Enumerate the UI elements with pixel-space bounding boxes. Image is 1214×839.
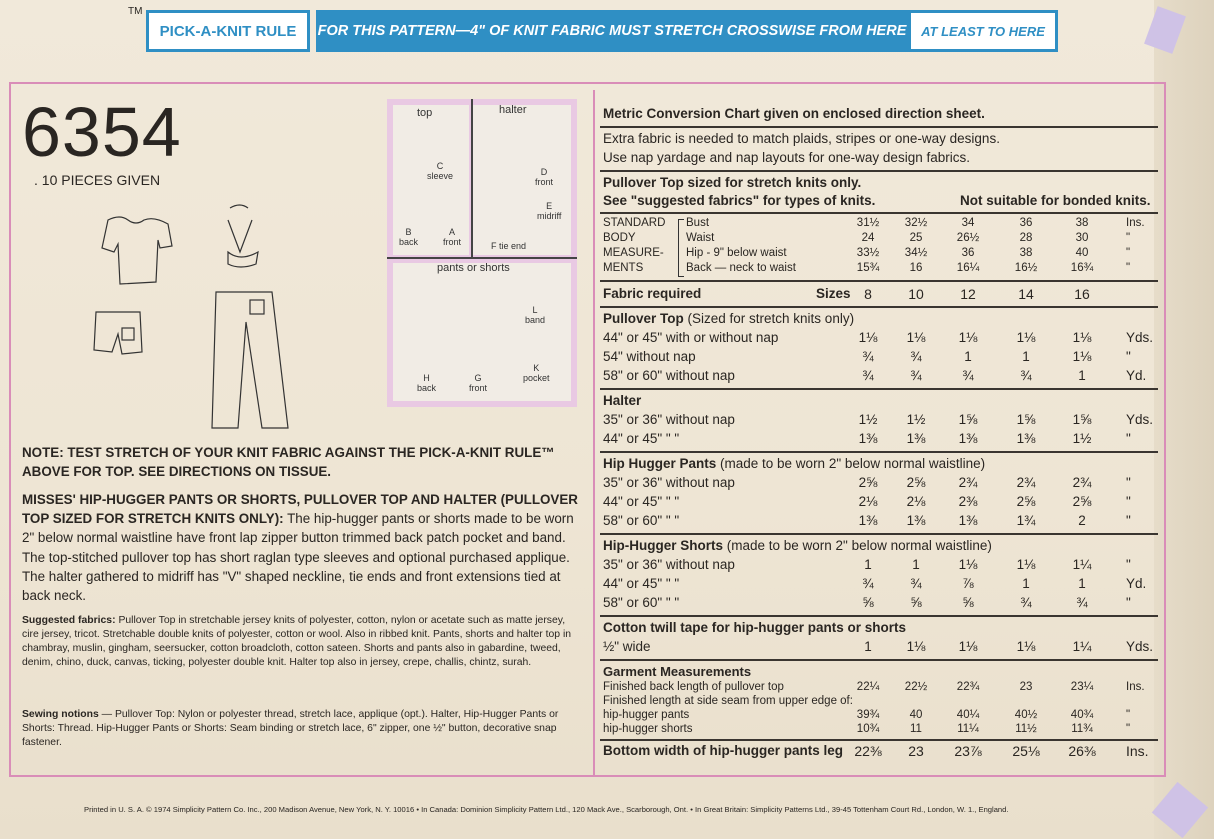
layout-label-halter: halter	[499, 104, 527, 116]
chart-rule	[600, 388, 1158, 390]
chart-value: ¾	[862, 349, 874, 364]
section-note: (made to be worn 2" below normal waistline)	[726, 538, 992, 553]
chart-value: 40½	[1014, 709, 1038, 721]
chart-value: 1⅜	[858, 431, 878, 446]
chart-value: ¾	[910, 576, 922, 591]
chart-value: 1⅛	[858, 330, 878, 345]
chart-unit: "	[1126, 431, 1131, 446]
piece-g: G front	[469, 373, 488, 393]
chart-value: 2	[1078, 513, 1086, 528]
chart-value: ⅝	[962, 595, 974, 610]
chart-value: 1½	[1072, 431, 1092, 446]
chart-unit: Yds.	[1126, 412, 1154, 427]
layout-divider-h	[387, 257, 577, 259]
bottom-width-label: Bottom width of hip-hugger pants leg	[603, 743, 843, 758]
pick-a-knit-banner	[146, 10, 1058, 52]
section-title: Hip-Hugger Shorts (made to be worn 2" below normal waistline)	[603, 538, 992, 553]
chart-value: 1⅜	[958, 431, 978, 446]
chart-value: ¾	[910, 368, 922, 383]
chart-unit: "	[1126, 595, 1131, 610]
yardage-row-label: 58" or 60" " "	[603, 513, 680, 528]
body-row-label: Hip - 9" below waist	[686, 247, 787, 259]
chart-rule	[600, 280, 1158, 282]
chart-unit: Ins.	[1126, 217, 1145, 229]
chart-value: 2¾	[958, 475, 978, 490]
chart-value: 2⅝	[858, 475, 878, 490]
chart-value: 15¾	[856, 262, 880, 274]
size-header: 8	[864, 286, 872, 302]
chart-value: ¾	[862, 368, 874, 383]
halter-sketch	[228, 205, 258, 267]
chart-value: 25	[909, 232, 923, 244]
chart-value: 1	[864, 639, 872, 654]
piece-a: A front	[443, 227, 462, 247]
chart-unit: Yd.	[1126, 576, 1147, 591]
yardage-row-label: 35" or 36" without nap	[603, 475, 735, 490]
layout-divider-v	[471, 99, 473, 259]
stretch-instruction: FOR THIS PATTERN—4" OF KNIT FABRIC MUST STRETCH CROSSWISE FROM HERE	[316, 10, 908, 52]
chart-value: 1⅛	[1016, 557, 1036, 572]
chart-value: 2⅝	[906, 475, 926, 490]
piece-d: D front	[535, 167, 554, 187]
chart-value: 1⅛	[1072, 349, 1092, 364]
standard-body-label: MEASURE-	[603, 247, 664, 259]
chart-rule	[600, 306, 1158, 308]
piece-e: E midriff	[537, 201, 562, 221]
chart-value: 1⅛	[1016, 639, 1036, 654]
chart-unit: "	[1126, 262, 1131, 274]
chart-value: 1	[1022, 349, 1030, 364]
chart-value: 11¼	[957, 723, 979, 735]
piece-c: C sleeve	[427, 161, 454, 181]
chart-value: 1⅝	[1072, 412, 1092, 427]
chart-value: 31½	[856, 217, 880, 229]
description-title: MISSES' HIP-HUGGER PANTS OR SHORTS, PULLOVER TOP AND HALTER (PULLOVER TOP SIZED FOR STRETCH KNITS ONLY):	[22, 492, 578, 527]
chart-value: 1⅝	[958, 412, 978, 427]
garment-row-label: hip-hugger shorts	[603, 723, 693, 735]
yardage-row-label: 44" or 45" " "	[603, 576, 680, 591]
chart-value: 2¾	[1016, 475, 1036, 490]
chart-value: 40¾	[1070, 709, 1094, 721]
chart-value: ⅝	[910, 595, 922, 610]
chart-value: 16	[909, 262, 923, 274]
chart-value: 38	[1075, 217, 1089, 229]
chart-value: ¾	[962, 368, 974, 383]
chart-unit: "	[1126, 723, 1131, 735]
garment-row-label: hip-hugger pants	[603, 709, 690, 721]
chart-value: 36	[961, 247, 975, 259]
see-suggested-note: See "suggested fabrics" for types of knits.	[603, 193, 876, 208]
garment-sketches	[80, 200, 380, 430]
yardage-row-label: 44" or 45" " "	[603, 494, 680, 509]
chart-value: ¾	[1020, 368, 1032, 383]
chart-value: 23	[908, 743, 924, 759]
chart-value: 32½	[904, 217, 928, 229]
chart-value: 34	[961, 217, 975, 229]
pick-a-knit-label: PICK-A-KNIT RULE	[146, 10, 310, 52]
section-title: Pullover Top (Sized for stretch knits only)	[603, 311, 855, 326]
section-note: (made to be worn 2" below normal waistline)	[720, 456, 986, 471]
pants-sketch	[212, 292, 288, 428]
chart-value: 2¾	[1072, 475, 1092, 490]
chart-value: 1½	[858, 412, 878, 427]
piece-l: L band	[525, 305, 546, 325]
size-header: 10	[908, 286, 924, 302]
chart-value: 22⅜	[854, 743, 882, 759]
yardage-row-label: 54" without nap	[603, 349, 696, 364]
chart-value: 26⅜	[1068, 743, 1096, 759]
yardage-row-label: 58" or 60" without nap	[603, 368, 735, 383]
chart-value: 16¼	[956, 262, 980, 274]
chart-value: 40¼	[956, 709, 980, 721]
chart-value: 1¼	[1072, 639, 1092, 654]
chart-value: 23	[1019, 681, 1033, 693]
size-header: 12	[960, 286, 976, 302]
chart-value: ¾	[910, 349, 922, 364]
trademark: TM	[128, 6, 143, 17]
at-least-marker: AT LEAST TO HERE	[908, 10, 1058, 52]
column-divider	[593, 90, 595, 776]
chart-rule	[600, 739, 1158, 741]
copyright-footer: Printed in U. S. A. © 1974 Simplicity Pattern Co. Inc., 200 Madison Avenue, New York, N. Y. 10016 • In Canada: Dominion Simplicity Pattern Ltd., 120 Mack Ave., Scarborough, Ont. • In Great Britain: Simplicity Patterns Ltd., 39-45 Tottenham Court Rd., London, W. 1., England.	[84, 805, 1009, 814]
chart-value: ⅝	[862, 595, 874, 610]
description-body: The hip-hugger pants or shorts made to be worn 2" below normal waistline have front lap zipper button trimmed back patch pocket and band. The top-stitched pullover top has short raglan type sleeves and optional purchased applique. The halter gathered to midriff has "V" shaped neckline, tie ends and front extensions tied at back neck.	[22, 511, 574, 604]
chart-value: ¾	[1076, 595, 1088, 610]
piece-k: K pocket	[523, 363, 550, 383]
pullover-top-sketch	[102, 217, 172, 284]
chart-value: 1¼	[1072, 557, 1092, 572]
chart-value: 1	[964, 349, 972, 364]
chart-rule	[600, 451, 1158, 453]
chart-value: 24	[861, 232, 875, 244]
yardage-row-label: 35" or 36" without nap	[603, 412, 735, 427]
chart-value: 1⅜	[906, 513, 926, 528]
chart-rule	[600, 533, 1158, 535]
chart-unit: "	[1126, 494, 1131, 509]
chart-value: 30	[1075, 232, 1089, 244]
chart-value: 1⅛	[958, 330, 978, 345]
sizes-label: Sizes	[816, 286, 851, 301]
section-title: Cotton twill tape for hip-hugger pants or shorts	[603, 620, 906, 635]
garment-row-label: Finished length at side seam from upper edge of:	[603, 695, 853, 707]
chart-value: 40	[1075, 247, 1089, 259]
chart-unit: "	[1126, 513, 1131, 528]
chart-value: 1⅛	[1072, 330, 1092, 345]
stretch-note: NOTE: TEST STRETCH OF YOUR KNIT FABRIC AGAINST THE PICK-A-KNIT RULE™ ABOVE FOR TOP. SEE DIRECTIONS ON TISSUE.	[22, 445, 555, 479]
chart-value: 28	[1019, 232, 1033, 244]
chart-value: 10¾	[856, 723, 880, 735]
chart-value: 1	[1078, 576, 1086, 591]
chart-unit: "	[1126, 349, 1131, 364]
chart-value: 2⅝	[1072, 494, 1092, 509]
yardage-row-label: 44" or 45" " "	[603, 431, 680, 446]
chart-value: 33½	[856, 247, 880, 259]
fabric-required-label: Fabric required	[603, 286, 702, 301]
yardage-row-label: 58" or 60" " "	[603, 595, 680, 610]
piece-f: F tie end	[491, 241, 527, 251]
chart-unit: Ins.	[1126, 743, 1149, 759]
chart-value: 39¾	[856, 709, 880, 721]
pattern-layout-diagram	[387, 99, 577, 407]
pattern-number: 6354	[22, 93, 182, 171]
chart-unit: Yds.	[1126, 639, 1154, 654]
chart-value: ¾	[862, 576, 874, 591]
size-header: 14	[1018, 286, 1034, 302]
body-bracket	[678, 219, 684, 277]
chart-value: 26½	[956, 232, 980, 244]
metric-note: Metric Conversion Chart given on enclosed direction sheet.	[603, 106, 985, 121]
garment-measurements-title: Garment Measurements	[603, 664, 752, 679]
layout-cell-halter	[473, 105, 571, 255]
chart-unit: "	[1126, 232, 1131, 244]
pullover-stretch-note: Pullover Top sized for stretch knits only.	[603, 175, 862, 190]
chart-value: 1	[1078, 368, 1086, 383]
chart-value: 1⅛	[1016, 330, 1036, 345]
chart-value: 23⅞	[954, 743, 982, 759]
chart-value: 23¼	[1070, 681, 1094, 693]
chart-value: 22¼	[856, 681, 880, 693]
not-bonded-note: Not suitable for bonded knits.	[960, 193, 1151, 208]
chart-rule	[600, 212, 1158, 214]
chart-rule	[600, 659, 1158, 661]
chart-value: 1⅜	[958, 513, 978, 528]
nap-note: Use nap yardage and nap layouts for one-way design fabrics.	[603, 150, 970, 165]
chart-value: 1⅛	[906, 330, 926, 345]
chart-rule	[600, 170, 1158, 172]
chart-value: 40	[909, 709, 923, 721]
chart-value: 16¾	[1070, 262, 1094, 274]
yardage-row-label: 44" or 45" with or without nap	[603, 330, 779, 345]
body-row-label: Back — neck to waist	[686, 262, 796, 274]
section-title: Halter	[603, 393, 642, 408]
section-title: Hip Hugger Pants (made to be worn 2" below normal waistline)	[603, 456, 986, 471]
chart-value: 1½	[906, 412, 926, 427]
suggested-fabrics: Suggested fabrics: Pullover Top in stretchable jersey knits of polyester, cotton, nylon or acetate such as matte jersey, cire jersey, tricot. Stretchable double knits of polyester, cotton or wool. Also in ribbed knit. Pants, shorts and halter top in chambray, muslin, gingham, seersucker, cotton broadcloth, cotton sateen. Shorts and pants also in gabardine, tweed, denim, chino, duck, canvas, ticking, polyester double knit. Halter top also in jersey, crepe, challis, chintz, surah.	[22, 615, 572, 668]
chart-value: 22¾	[956, 681, 980, 693]
chart-unit: Yd.	[1126, 368, 1147, 383]
chart-value: 11½	[1015, 723, 1037, 735]
chart-value: 25⅛	[1012, 743, 1040, 759]
chart-value: 1	[912, 557, 920, 572]
body-row-label: Waist	[686, 232, 715, 244]
chart-value: 1⅝	[1016, 412, 1036, 427]
chart-value: 2⅜	[958, 494, 978, 509]
layout-label-pants: pants or shorts	[437, 262, 510, 274]
chart-rule	[600, 126, 1158, 128]
section-note: (Sized for stretch knits only)	[687, 311, 855, 326]
yardage-row-label: 35" or 36" without nap	[603, 557, 735, 572]
chart-value: 1⅜	[906, 431, 926, 446]
chart-value: 38	[1019, 247, 1033, 259]
chart-value: 1¾	[1016, 513, 1036, 528]
size-header: 16	[1074, 286, 1090, 302]
chart-value: 1⅜	[858, 513, 878, 528]
extra-fabric-note: Extra fabric is needed to match plaids, stripes or one-way designs.	[603, 131, 1000, 146]
pieces-given: . 10 PIECES GIVEN	[34, 172, 161, 188]
chart-unit: "	[1126, 247, 1131, 259]
piece-b: B back	[399, 227, 419, 247]
chart-value: 2⅛	[906, 494, 926, 509]
chart-unit: "	[1126, 557, 1131, 572]
chart-unit: "	[1126, 475, 1131, 490]
layout-label-top: top	[417, 107, 433, 119]
chart-value: 1⅛	[958, 639, 978, 654]
chart-value: 2⅝	[1016, 494, 1036, 509]
chart-value: 11	[910, 723, 922, 735]
chart-value: 1⅛	[958, 557, 978, 572]
chart-value: 36	[1019, 217, 1033, 229]
garment-row-label: Finished back length of pullover top	[603, 681, 784, 693]
standard-body-label: STANDARD	[603, 217, 666, 229]
chart-unit: "	[1126, 709, 1131, 721]
chart-value: 16½	[1014, 262, 1038, 274]
sewing-notions: Sewing notions — Pullover Top: Nylon or polyester thread, stretch lace, applique (opt.). Halter, Hip-Hugger Pants or Shorts: Thread. Hip-Hugger Pants or Shorts: Seam binding or stretch lace, 6" zipper, one ½" button, decorative snap fastener.	[22, 709, 559, 748]
yardage-row-label: ½" wide	[603, 639, 651, 654]
piece-h: H back	[417, 373, 437, 393]
chart-unit: Ins.	[1126, 681, 1145, 693]
chart-value: 11¾	[1071, 723, 1093, 735]
chart-value: 2⅛	[858, 494, 878, 509]
standard-body-label: MENTS	[603, 262, 644, 274]
chart-value: 1	[864, 557, 872, 572]
chart-rule	[600, 615, 1158, 617]
chart-value: 34½	[904, 247, 928, 259]
chart-value: ⅞	[962, 576, 974, 591]
chart-value: 1⅛	[906, 639, 926, 654]
chart-value: 1⅜	[1016, 431, 1036, 446]
chart-value: 1	[1022, 576, 1030, 591]
pattern-description	[22, 490, 582, 605]
body-row-label: Bust	[686, 217, 710, 229]
chart-value: 22½	[904, 681, 928, 693]
standard-body-label: BODY	[603, 232, 636, 244]
chart-value: ¾	[1020, 595, 1032, 610]
shorts-sketch	[94, 312, 142, 354]
chart-unit: Yds.	[1126, 330, 1154, 345]
